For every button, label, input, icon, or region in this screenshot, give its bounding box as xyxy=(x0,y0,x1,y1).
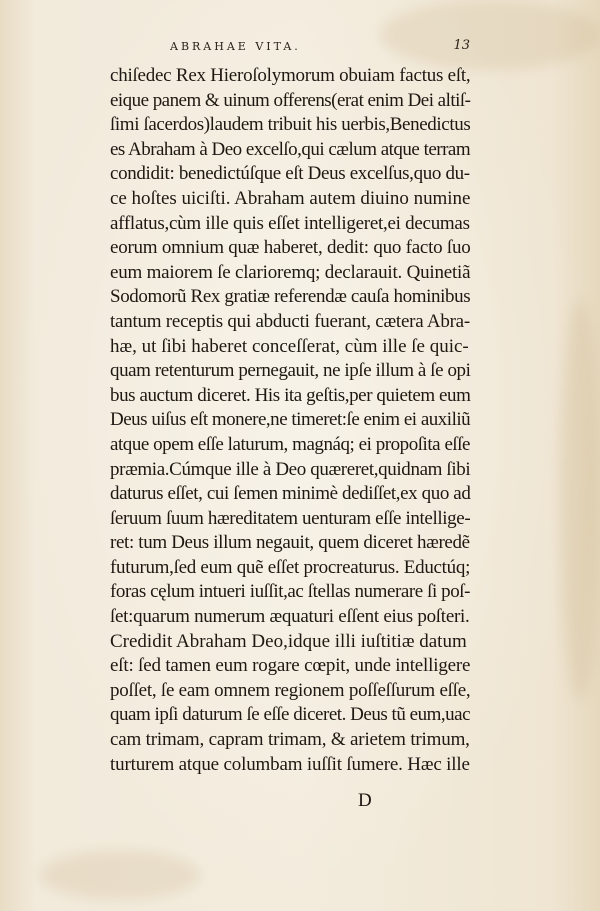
body-text xyxy=(110,64,470,777)
text-line: daturus eſſet, cui ſemen minimè dediſſet,ex quo ad xyxy=(110,483,471,505)
text-line: chiſedec Rex Hieroſolymorum obuiam factus eſt, xyxy=(110,65,471,86)
text-line: Credidit Abraham Deo,idque illi iuſtitiæ datum xyxy=(110,630,467,652)
text-line: Deus uiſus eſt monere,ne timeret:ſe enim ei auxiliũ xyxy=(110,409,471,431)
text-line: atque opem eſſe laturum, magnáq; ei propoſita eſſe xyxy=(110,433,471,455)
text-line: Sodomorũ Rex gratiæ referendæ cauſa hominibus xyxy=(110,286,471,308)
text-line: turturem atque columbam iuſſit ſumere. Hæc ille xyxy=(110,753,470,775)
running-head: ABRAHAE VITA. xyxy=(170,40,301,53)
page-stain xyxy=(560,300,600,700)
signature-mark: D xyxy=(358,790,372,811)
text-line: afflatus,cùm ille quis eſſet intelligeret,ei decumas xyxy=(110,212,470,234)
text-line: ſimi ſacerdos)laudem tribuit his uerbis,Benedictus xyxy=(110,114,471,136)
page-number: 13 xyxy=(453,38,470,53)
text-line: condidit: benedictúſque eſt Deus excelſus,quo du- xyxy=(110,163,470,185)
text-line: ſet:quarum numerum æquaturi eſſent eius poſteri. xyxy=(110,606,470,628)
text-line: es Abraham à Deo excelſo,qui cælum atque terram xyxy=(110,138,471,160)
text-line: præmia.Cúmque ille à Deo quæreret,quidnam ſibi xyxy=(110,458,471,480)
text-line: quam ipſi daturum ſe eſſe diceret. Deus tũ eum,uac xyxy=(110,704,471,726)
page-stain xyxy=(40,850,200,900)
text-line: ſeruum ſuum hæreditatem uenturam eſſe intellige- xyxy=(110,507,471,529)
page-header xyxy=(170,40,470,64)
text-line: bus auctum diceret. His ita geſtis,per quietem eum xyxy=(110,384,471,406)
text-line: hæ, ut ſibi haberet conceſſerat, cùm ille ſe quic- xyxy=(110,335,469,357)
text-line: quam retenturum pernegauit, ne ipſe illum à ſe opi xyxy=(110,360,471,382)
text-line: eorum omnium quæ haberet, dedit: quo facto ſuo xyxy=(110,237,471,259)
text-line: eſt: ſed tamen eum rogare cœpit, unde intelligere xyxy=(110,655,471,677)
text-line: cam trimam, capram trimam, & arietem trimum, xyxy=(110,729,470,751)
text-line: ce hoſtes uiciſti. Abraham autem diuino numine xyxy=(110,187,471,209)
text-line: eum maiorem ſe clarioremq; declarauit. Quinetiã xyxy=(110,261,471,283)
text-line: futurum,ſed eum quẽ eſſet procreaturus. Eductúq; xyxy=(110,556,471,578)
text-line: ret: tum Deus illum negauit, quem diceret hæredẽ xyxy=(110,532,470,554)
text-line: poſſet, ſe eam omnem regionem poſſeſſurum eſſe, xyxy=(110,679,471,701)
text-line: foras cęlum intueri iuſſit,ac ſtellas numerare ſi poſ- xyxy=(110,581,471,603)
text-line: tantum receptis qui abducti fuerant, cætera Abra- xyxy=(110,310,470,332)
text-line: eique panem & uinum offerens(erat enim Dei altiſ- xyxy=(110,89,471,111)
